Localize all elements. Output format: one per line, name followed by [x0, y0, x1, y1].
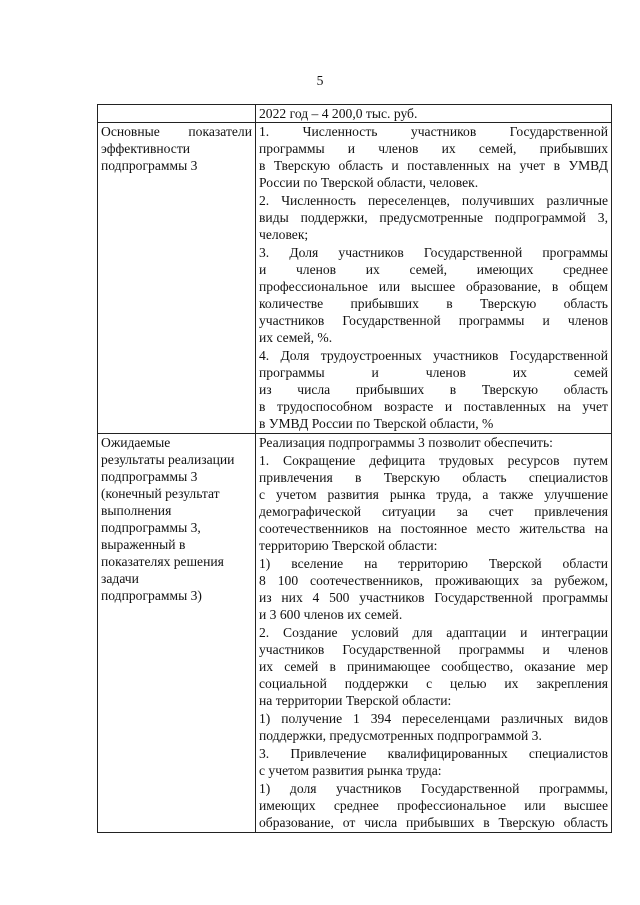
- text-line: 3. Привлечение квалифицированных специалистов: [259, 746, 608, 761]
- text-line: их семей, %.: [259, 330, 333, 345]
- label-line: подпрограммы 3): [101, 588, 202, 603]
- text-line: 2. Создание условий для адаптации и интеграции: [259, 625, 608, 640]
- result-item-2: [259, 624, 608, 709]
- label-line: результаты реализации: [101, 452, 235, 467]
- text-line: 2. Численность переселенцев, получивших различные: [259, 193, 608, 208]
- label-line: подпрограммы 3: [101, 158, 198, 173]
- text-line: их семей в принимающее сообщество, оказание мер: [259, 659, 608, 674]
- text-line: количестве прибывших в Тверскую область: [259, 296, 608, 311]
- text-line: 1) получение 1 394 переселенцами различных видов: [259, 711, 608, 726]
- label-line: выполнения: [101, 503, 172, 518]
- result-item-3: [259, 745, 608, 779]
- text-line: 3. Доля участников Государственной программы: [259, 245, 608, 260]
- text-line: на территории Тверской области:: [259, 693, 452, 708]
- label-line: Основные показатели: [101, 124, 252, 139]
- results-content-cell: [256, 434, 612, 833]
- text-line: 1) вселение на территорию Тверской области: [259, 556, 608, 571]
- text-line: России по Тверской области, человек.: [259, 175, 479, 190]
- result-subitem-2-1: [259, 710, 608, 744]
- result-subitem-3-1: [259, 780, 608, 831]
- label-line: эффективности: [101, 141, 191, 156]
- text-line: виды поддержки, предусмотренные подпрограммой 3,: [259, 210, 608, 225]
- label-line: подпрограммы 3,: [101, 520, 201, 535]
- text-line: профессиональное или высшее образование, в общем: [259, 279, 608, 294]
- indicators-label-cell: [98, 123, 256, 434]
- table-row-indicators: [98, 123, 612, 434]
- indicator-item-3: [259, 244, 608, 346]
- text-line: в УМВД России по Тверской области, %: [259, 416, 494, 431]
- text-line: социальной поддержки с целью их закрепления: [259, 676, 608, 691]
- page-number: 5: [316, 73, 324, 88]
- text-line: демографической ситуации за счет привлечения: [259, 504, 608, 519]
- label-line: выраженный в: [101, 537, 186, 552]
- text-line: 1. Численность участников Государственной: [259, 124, 608, 139]
- indicator-item-1: [259, 123, 608, 191]
- results-label-cell: [98, 434, 256, 833]
- text-line: с учетом развития рынка труда:: [259, 763, 442, 778]
- text-line: участников Государственной программы и членов: [259, 313, 608, 328]
- text-line: привлечения в Тверскую область специалистов: [259, 470, 608, 485]
- text-line: поддержки, предусмотренных подпрограммой 3.: [259, 728, 542, 743]
- text-line: 4. Доля трудоустроенных участников Государственной: [259, 348, 608, 363]
- text-line: образование, от числа прибывших в Тверскую область: [259, 815, 608, 830]
- label-cell-empty: [98, 105, 256, 123]
- table-row-financing: [98, 105, 612, 123]
- text-line: 1. Сокращение дефицита трудовых ресурсов путем: [259, 453, 608, 468]
- text-line: имеющих среднее профессиональное или высшее: [259, 798, 608, 813]
- text-line: с учетом развития рынка труда, а также улучшение: [259, 487, 608, 502]
- text-line: Реализация подпрограммы 3 позволит обеспечить:: [259, 435, 553, 450]
- text-line: в Тверскую область и поставленных на учет в УМВД: [259, 158, 608, 173]
- text-line: участников Государственной программы и членов: [259, 642, 608, 657]
- text-line: соотечественников на постоянное место жительства на: [259, 521, 608, 536]
- text-line: из числа прибывших в Тверскую область: [259, 382, 608, 397]
- text-line: 1) доля участников Государственной программы,: [259, 781, 608, 796]
- text-line: и 3 600 членов их семей.: [259, 607, 403, 622]
- table-row-expected-results: [98, 434, 612, 833]
- text-line: и членов их семей, имеющих среднее: [259, 262, 608, 277]
- label-line: задачи: [101, 571, 139, 586]
- financing-cell: [256, 105, 612, 123]
- indicators-content-cell: [256, 123, 612, 434]
- text-line: программы и членов их семей, прибывших: [259, 141, 608, 156]
- program-table: [97, 104, 612, 833]
- financing-line: 2022 год – 4 200,0 тыс. руб.: [259, 106, 418, 121]
- label-line: показателях решения: [101, 554, 224, 569]
- text-line: в трудоспособном возрасте и поставленных на учет: [259, 399, 608, 414]
- indicator-item-2: [259, 192, 608, 243]
- results-intro: [259, 434, 608, 451]
- label-line: (конечный результат: [101, 486, 220, 501]
- label-line: Ожидаемые: [101, 435, 171, 450]
- label-line: подпрограммы 3: [101, 469, 198, 484]
- result-item-1: [259, 452, 608, 554]
- text-line: человек;: [259, 227, 309, 242]
- text-line: программы и членов их семей: [259, 365, 608, 380]
- result-subitem-1-1: [259, 555, 608, 623]
- text-line: территорию Тверской области:: [259, 538, 438, 553]
- text-line: 8 100 соотечественников, проживающих за рубежом,: [259, 573, 608, 588]
- text-line: из них 4 500 участников Государственной программы: [259, 590, 608, 605]
- indicator-item-4: [259, 347, 608, 432]
